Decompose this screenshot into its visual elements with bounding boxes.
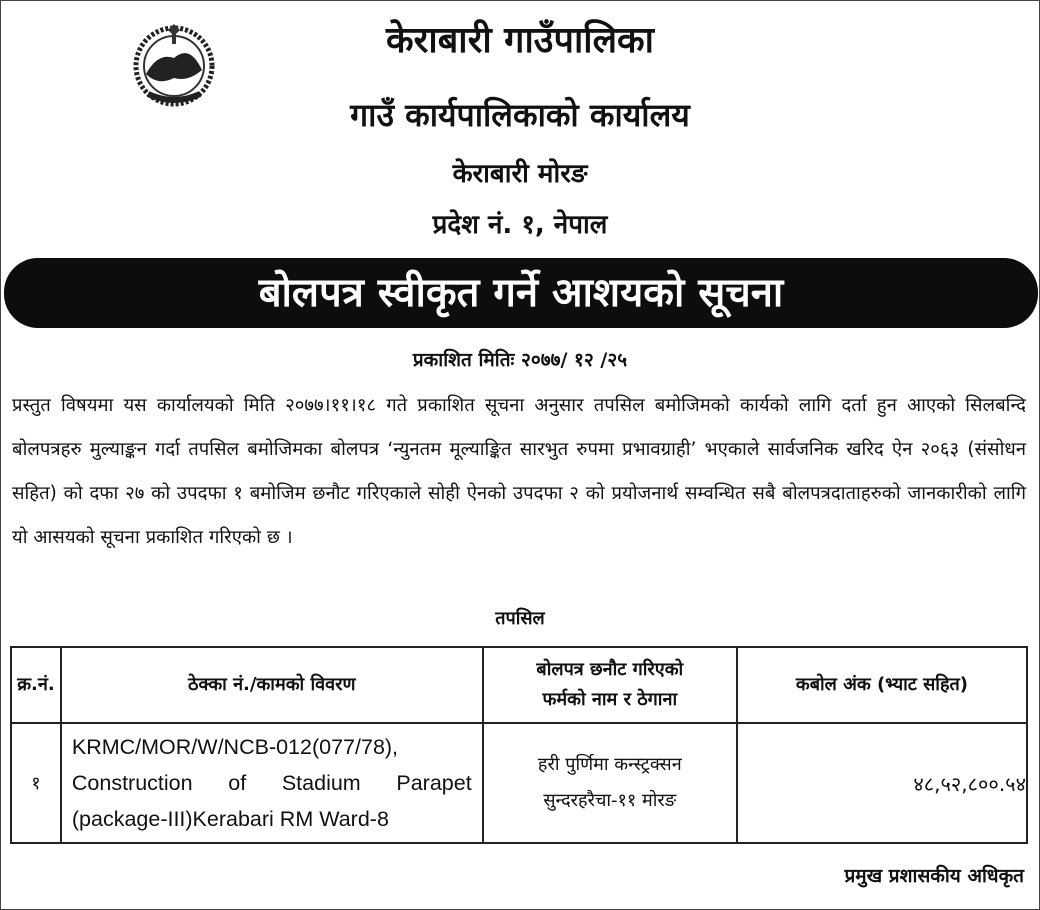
col-header-amount: कबोल अंक (भ्याट सहित)	[737, 647, 1027, 723]
cell-contract	[61, 723, 483, 843]
province: प्रदेश नं. १, नेपाल	[432, 210, 608, 240]
firm-address: सुन्दरहरैचा-११ मोरङ	[543, 790, 677, 811]
org-name: केराबारी गाउँपालिका	[386, 20, 654, 61]
published-date: प्रकाशित मितिः २०७७/ १२ /२५	[412, 349, 628, 371]
col-header-firm	[483, 647, 737, 723]
table-header-row	[11, 647, 1027, 723]
cell-amount: ४८,५२,८००.५४	[737, 723, 1027, 843]
cell-sn: १	[11, 723, 61, 843]
award-table	[10, 646, 1028, 844]
col-header-sn: क्र.नं.	[11, 647, 61, 723]
office-name: गाउँ कार्यपालिकाको कार्यालय	[350, 96, 690, 134]
schedule-label: तपसिल	[495, 608, 545, 629]
location: केराबारी मोरङ	[452, 159, 588, 189]
contract-description: KRMC/MOR/W/NCB-012(077/78), Construction of Stadium Parapet (package-III)Kerabari RM Ward-8	[71, 735, 472, 831]
col-header-firm-line2: फर्मको नाम र ठेगाना	[542, 689, 678, 710]
notice-body: प्रस्तुत विषयमा यस कार्यालयको मिति २०७७।११।१८ गते प्रकाशित सूचना अनुसार तपसिल बमोजिमको कार्यको लागि दर्ता हुन आएको सिलबन्दि बोलपत्रहरु मुल्याङ्कन गर्दा तपसिल बमोजिमका बोलपत्र ‘न्युनतम मूल्याङ्कित सारभुत रुपमा प्रभावग्राही’ भएकाले सार्वजनिक खरिद ऐन २०६३ (संसोधन सहित) को दफा २७ को उपदफा १ बमोजिम छनौट गरिएकाले सोही ऐनको उपदफा २ को प्रयोजनार्थ सम्वन्धित सबै बोलपत्रदाताहरुको जानकारीको लागि यो आसयको सूचना प्रकाशित गरिएको छ ।	[12, 395, 1026, 548]
notice-title-banner	[4, 258, 1038, 328]
col-header-contract: ठेक्का नं./कामको विवरण	[61, 647, 483, 723]
table-row	[11, 723, 1027, 843]
notice-title: बोलपत्र स्वीकृत गर्ने आशयको सूचना	[258, 270, 784, 316]
signatory-title: प्रमुख प्रशासकीय अधिकृत	[844, 865, 1024, 887]
cell-firm	[483, 723, 737, 843]
firm-name: हरी पुर्णिमा कन्स्ट्रक्सन	[537, 754, 682, 775]
col-header-firm-line1: बोलपत्र छनौट गरिएको	[536, 659, 684, 680]
